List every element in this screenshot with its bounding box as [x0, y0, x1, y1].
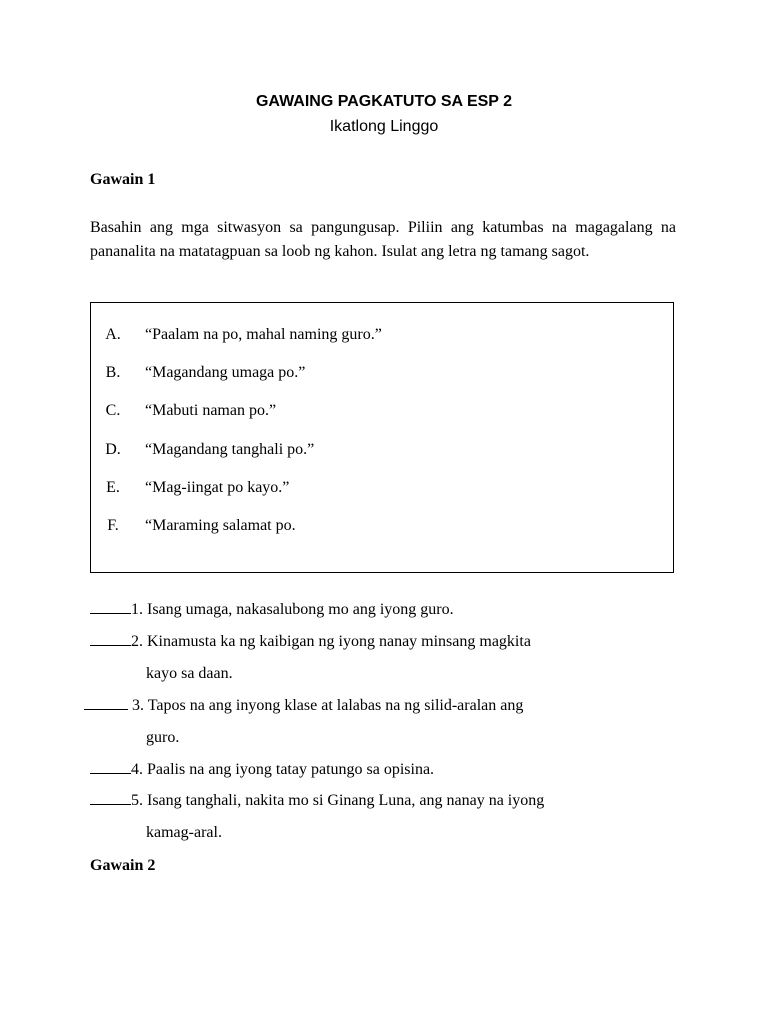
- answer-blank[interactable]: [90, 790, 131, 805]
- question-continuation: kamag-aral.: [146, 824, 222, 841]
- page-subtitle: Ikatlong Linggo: [329, 118, 439, 135]
- choice-text: “Magandang tanghali po.”: [145, 441, 315, 458]
- answer-blank[interactable]: [84, 695, 128, 710]
- instructions-paragraph: Basahin ang mga sitwasyon sa pangungusap. Piliin ang katumbas na magagalang na pananalita na matatagpuan sa loob ng kahon. Isulat ang letra ng tamang sagot.: [90, 219, 676, 260]
- page-title: GAWAING PAGKATUTO SA ESP 2: [255, 93, 513, 110]
- question-text: Tapos na ang inyong klase at lalabas na ng silid-aralan ang: [144, 697, 524, 714]
- question-text: Paalis na ang iyong tatay patungo sa opisina.: [143, 761, 435, 778]
- gawain-2-heading: Gawain 2: [90, 857, 156, 874]
- question-number: 3.: [128, 697, 144, 714]
- choice-letter: E.: [106, 479, 120, 496]
- question-continuation: kayo sa daan.: [146, 665, 233, 682]
- question-text: Kinamusta ka ng kaibigan ng iyong nanay minsang magkita: [143, 633, 531, 650]
- answer-blank[interactable]: [90, 631, 131, 646]
- question-number: 2.: [131, 633, 143, 650]
- answer-blank[interactable]: [90, 599, 131, 614]
- choice-text: “Mag-iingat po kayo.”: [145, 479, 290, 496]
- answer-choices-box: [90, 302, 674, 573]
- question-number: 5.: [131, 792, 143, 809]
- question-item: [90, 599, 454, 621]
- choice-letter: A.: [105, 326, 121, 343]
- question-text: Isang umaga, nakasalubong mo ang iyong guro.: [143, 601, 454, 618]
- choice-letter: C.: [105, 402, 121, 419]
- gawain-1-heading: Gawain 1: [90, 171, 156, 188]
- choice-text: “Maraming salamat po.: [145, 517, 296, 534]
- choice-text: “Magandang umaga po.”: [145, 364, 306, 381]
- choice-letter: D.: [105, 441, 121, 458]
- question-number: 4.: [131, 761, 143, 778]
- choice-text: “Paalam na po, mahal naming guro.”: [145, 326, 382, 343]
- question-item: [84, 695, 523, 717]
- question-item: [90, 790, 544, 812]
- question-item: [90, 631, 531, 653]
- choice-letter: F.: [107, 517, 119, 534]
- question-continuation: guro.: [146, 729, 180, 746]
- question-number: 1.: [131, 601, 143, 618]
- choice-text: “Mabuti naman po.”: [145, 402, 277, 419]
- question-item: [90, 759, 434, 781]
- question-text: Isang tanghali, nakita mo si Ginang Luna, ang nanay na iyong: [143, 792, 545, 809]
- answer-blank[interactable]: [90, 759, 131, 774]
- choice-letter: B.: [105, 364, 121, 381]
